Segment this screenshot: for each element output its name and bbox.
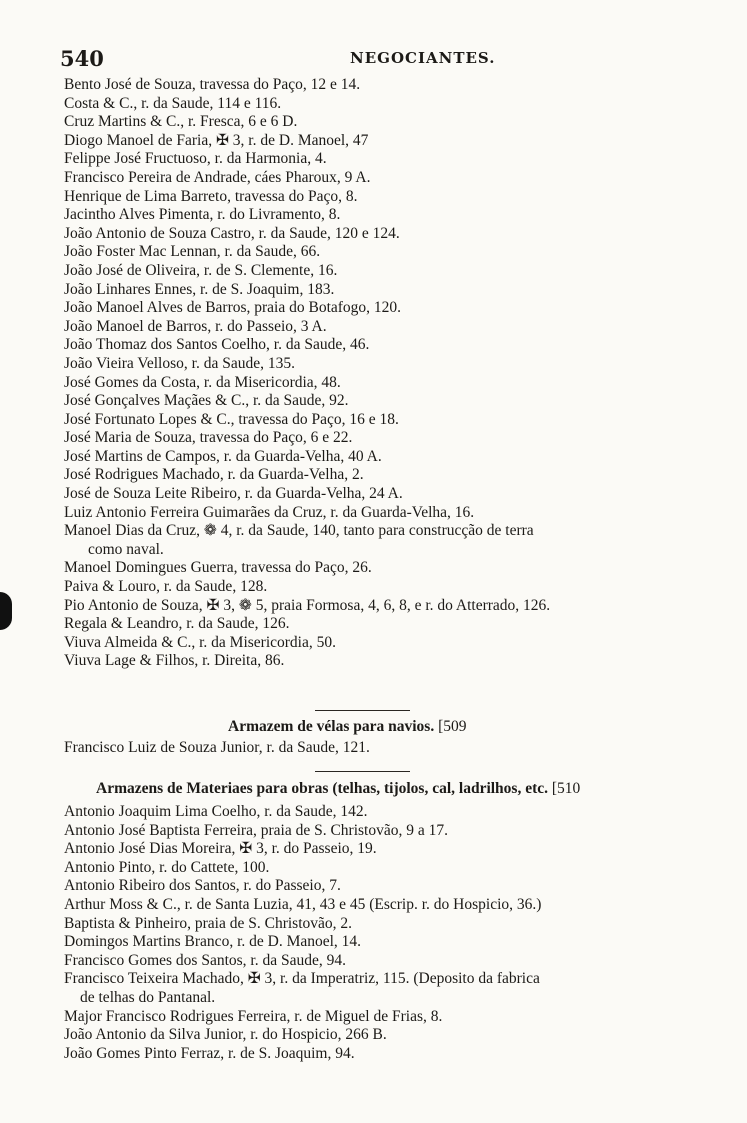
list-item: João Foster Mac Lennan, r. da Saude, 66. [64, 243, 321, 261]
list-item: José de Souza Leite Ribeiro, r. da Guarda-Velha, 24 A. [64, 485, 403, 503]
list-item: João Vieira Velloso, r. da Saude, 135. [64, 354, 295, 372]
list-item: Manoel Dias da Cruz, ❁ 4, r. da Saude, 140, tanto para construcção de terra [64, 522, 534, 540]
velas-list [62, 739, 692, 758]
list-item: Pio Antonio de Souza, ✠ 3, ❁ 5, praia Formosa, 4, 6, 8, e r. do Atterrado, 126. [64, 596, 551, 614]
list-item: Costa & C., r. da Saude, 114 e 116. [64, 94, 282, 112]
list-item: João Thomaz dos Santos Coelho, r. da Saude, 46. [64, 336, 370, 354]
list-item: Antonio Joaquim Lima Coelho, r. da Saude, 142. [64, 803, 368, 820]
page-number: 540 [60, 46, 104, 71]
list-item: Baptista & Pinheiro, praia de S. Christovão, 2. [64, 914, 353, 932]
list-item: Manoel Domingues Guerra, travessa do Paço, 26. [64, 559, 372, 577]
running-title: NEGOCIANTES. [350, 49, 496, 67]
list-item: José Gomes da Costa, r. da Misericordia, 48. [64, 373, 341, 391]
section-divider [315, 771, 410, 772]
list-item: Cruz Martins & C., r. Fresca, 6 e 6 D. [64, 113, 298, 131]
list-item: José Gonçalves Maçães & C., r. da Saude, 92. [64, 392, 349, 410]
list-item: João José de Oliveira, r. de S. Clemente, 16. [64, 261, 338, 279]
section-heading-velas [228, 718, 467, 736]
list-item: José Maria de Souza, travessa do Paço, 6 e 22. [64, 429, 353, 447]
list-item: Paiva & Louro, r. da Saude, 128. [64, 578, 268, 596]
list-item: José Martins de Campos, r. da Guarda-Velha, 40 A. [64, 447, 382, 465]
list-item: Diogo Manoel de Faria, ✠ 3, r. de D. Manoel, 47 [64, 131, 369, 149]
list-item: Luiz Antonio Ferreira Guimarães da Cruz, r. da Guarda-Velha, 16. [64, 503, 475, 521]
section-number: [510 [551, 780, 581, 797]
section-number: [509 [438, 718, 467, 735]
list-item: Major Francisco Rodrigues Ferreira, r. de Miguel de Frias, 8. [64, 1007, 443, 1025]
section-heading-materiaes [96, 780, 580, 798]
materiaes-list [62, 803, 692, 1063]
negociantes-list [62, 76, 692, 671]
list-item: João Antonio da Silva Junior, r. do Hospicio, 266 B. [64, 1026, 387, 1044]
list-item: Felippe José Fructuoso, r. da Harmonia, 4. [64, 150, 327, 168]
list-item: Antonio Pinto, r. do Cattete, 100. [64, 858, 270, 876]
list-item: Francisco Luiz de Souza Junior, r. da Saude, 121. [64, 739, 370, 756]
list-item: Viuva Almeida & C., r. da Misericordia, 50. [64, 633, 336, 651]
list-item-continuation: de telhas do Pantanal. [80, 988, 216, 1006]
list-item: João Manoel de Barros, r. do Passeio, 3 A. [64, 317, 327, 335]
list-item: Antonio José Baptista Ferreira, praia de S. Christovão, 9 a 17. [64, 821, 448, 839]
list-item: Domingos Martins Branco, r. de D. Manoel, 14. [64, 933, 362, 951]
list-item: Regala & Leandro, r. da Saude, 126. [64, 615, 290, 633]
list-item: Francisco Pereira de Andrade, cáes Pharoux, 9 A. [64, 168, 371, 186]
section-divider [315, 710, 410, 711]
list-item: Antonio Ribeiro dos Santos, r. do Passeio, 7. [64, 877, 341, 895]
section-title: Armazens de Materiaes para obras (telhas, tijolos, cal, ladrilhos, etc. [96, 780, 549, 797]
list-item: Henrique de Lima Barreto, travessa do Paço, 8. [64, 187, 358, 205]
page-header [60, 46, 700, 70]
list-item-continuation: como naval. [88, 540, 164, 558]
list-item: Francisco Teixeira Machado, ✠ 3, r. da Imperatriz, 115. (Deposito da fabrica [64, 970, 540, 988]
list-item: João Manoel Alves de Barros, praia do Botafogo, 120. [64, 299, 402, 317]
list-item: João Linhares Ennes, r. de S. Joaquim, 183. [64, 280, 335, 298]
list-item: João Gomes Pinto Ferraz, r. de S. Joaquim, 94. [64, 1044, 355, 1062]
section-title: Armazem de vélas para navios. [228, 718, 435, 735]
list-item: Viuva Lage & Filhos, r. Direita, 86. [64, 652, 285, 670]
list-item: Antonio José Dias Moreira, ✠ 3, r. do Passeio, 19. [64, 840, 377, 858]
list-item: Jacintho Alves Pimenta, r. do Livramento, 8. [64, 206, 341, 224]
list-item: Bento José de Souza, travessa do Paço, 12 e 14. [64, 76, 361, 93]
list-item: João Antonio de Souza Castro, r. da Saude, 120 e 124. [64, 224, 400, 242]
list-item: José Fortunato Lopes & C., travessa do Paço, 16 e 18. [64, 410, 399, 428]
list-item: Arthur Moss & C., r. de Santa Luzia, 41, 43 e 45 (Escrip. r. do Hospicio, 36.) [64, 895, 542, 913]
page-edge-tab [0, 592, 12, 630]
list-item: José Rodrigues Machado, r. da Guarda-Velha, 2. [64, 466, 364, 484]
list-item: Francisco Gomes dos Santos, r. da Saude, 94. [64, 951, 346, 969]
